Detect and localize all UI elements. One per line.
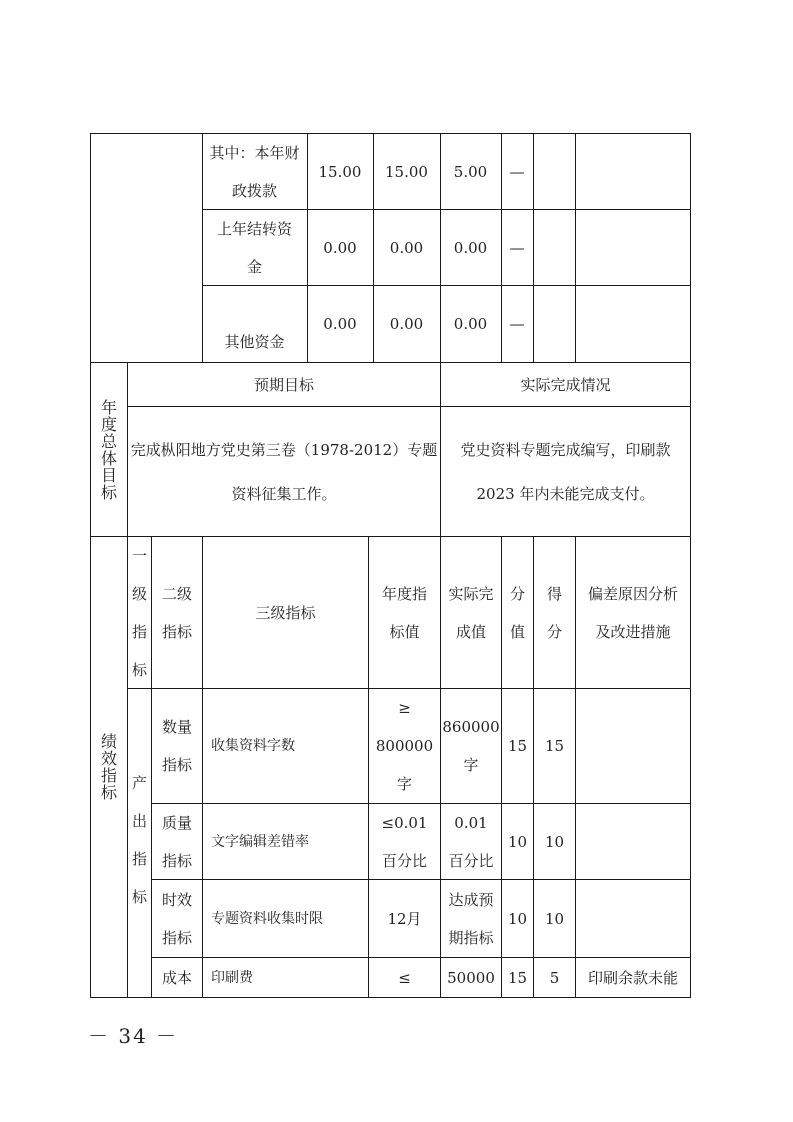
- header-deviation-analysis: 偏差原因分析 及改进措施: [587, 584, 678, 641]
- table-right-border: [690, 133, 691, 998]
- score-got: 5: [549, 968, 560, 987]
- level2-indicator: 成本: [161, 968, 192, 987]
- score-value: 15: [507, 737, 528, 755]
- level3-indicator: 专题资料收集时限: [211, 910, 323, 927]
- level3-indicator: 文字编辑差错率: [211, 833, 309, 850]
- header-annual-target: 年度指 标值: [381, 584, 427, 641]
- performance-side-label: 绩 效 指 标: [100, 732, 117, 802]
- annual-target-value: ≤: [398, 968, 411, 987]
- header-score-value: 分 值: [509, 584, 525, 641]
- funding-source-label: 其中：本年财 政拨款: [209, 143, 300, 200]
- score-value: —: [509, 162, 525, 181]
- full-year-executed-value: 0.00: [389, 315, 424, 333]
- executed-amount-value: 0.00: [453, 315, 488, 333]
- col-divider: [575, 133, 576, 362]
- executed-amount-value: 5.00: [453, 162, 488, 181]
- funding-source-label: 上年结转资 金: [216, 219, 292, 276]
- annual-target-value: 12月: [387, 909, 422, 928]
- level2-indicator: 数量 指标: [161, 718, 192, 774]
- deviation-analysis: 印刷余款未能: [587, 968, 678, 987]
- header-score-got: 得 分: [546, 584, 562, 641]
- header-level3-indicator: 三级指标: [255, 603, 316, 622]
- deviation-analysis: [576, 880, 690, 957]
- deviation-analysis: [576, 689, 690, 803]
- annual-budget-value: 0.00: [323, 315, 357, 333]
- annual-budget-value: 15.00: [318, 162, 362, 181]
- table-bottom-border: [90, 997, 691, 998]
- annual-budget-value: 0.00: [323, 238, 357, 257]
- score-got: 10: [544, 909, 565, 928]
- header-level2-indicator: 二级 指标: [161, 584, 192, 641]
- score-value: 15: [507, 968, 528, 987]
- header-actual-value: 实际完 成值: [448, 584, 494, 641]
- page-number: － 34 －: [88, 1024, 179, 1048]
- level3-indicator: 印刷费: [211, 969, 253, 986]
- actual-completion-text: 党史资料专题完成编写，印刷款 2023 年内未能完成支付。: [460, 440, 671, 503]
- actual-completed-value: 50000: [447, 968, 495, 987]
- score-value: —: [509, 315, 525, 333]
- score-got: 15: [544, 737, 565, 755]
- actual-completed-value: 0.01 百分比: [448, 813, 494, 870]
- score-value: —: [509, 238, 525, 257]
- output-indicator-label: 产 出 指 标: [131, 774, 147, 906]
- col-divider: [533, 133, 534, 362]
- score-value: 10: [507, 832, 528, 851]
- level3-indicator: 收集资料字数: [211, 738, 295, 754]
- expected-goal-text: 完成枞阳地方党史第三卷（1978-2012）专题 资料征集工作。: [130, 440, 438, 503]
- actual-completion-header: 实际完成情况: [520, 375, 611, 394]
- deviation-analysis: [576, 804, 690, 879]
- score-value: 10: [507, 909, 528, 928]
- header-level1-indicator: 一 级 指 标: [131, 546, 147, 679]
- actual-completed-value: 达成预 期指标: [448, 890, 494, 947]
- funding-source-label: 其他资金: [224, 333, 285, 351]
- executed-amount-value: 0.00: [453, 238, 488, 257]
- actual-completed-value: 860000 字: [442, 718, 500, 774]
- full-year-executed-value: 0.00: [389, 238, 424, 257]
- annual-target-value: ≥ 800000 字: [375, 699, 434, 793]
- annual-goal-side-label: 年 度 总 体 目 标: [100, 397, 117, 502]
- level2-indicator: 质量 指标: [161, 813, 192, 870]
- annual-target-value: ≤0.01 百分比: [381, 813, 428, 870]
- score-got: 10: [544, 832, 565, 851]
- level2-indicator: 时效 指标: [161, 890, 192, 947]
- full-year-executed-value: 15.00: [385, 162, 428, 181]
- expected-goal-header: 预期目标: [253, 375, 314, 394]
